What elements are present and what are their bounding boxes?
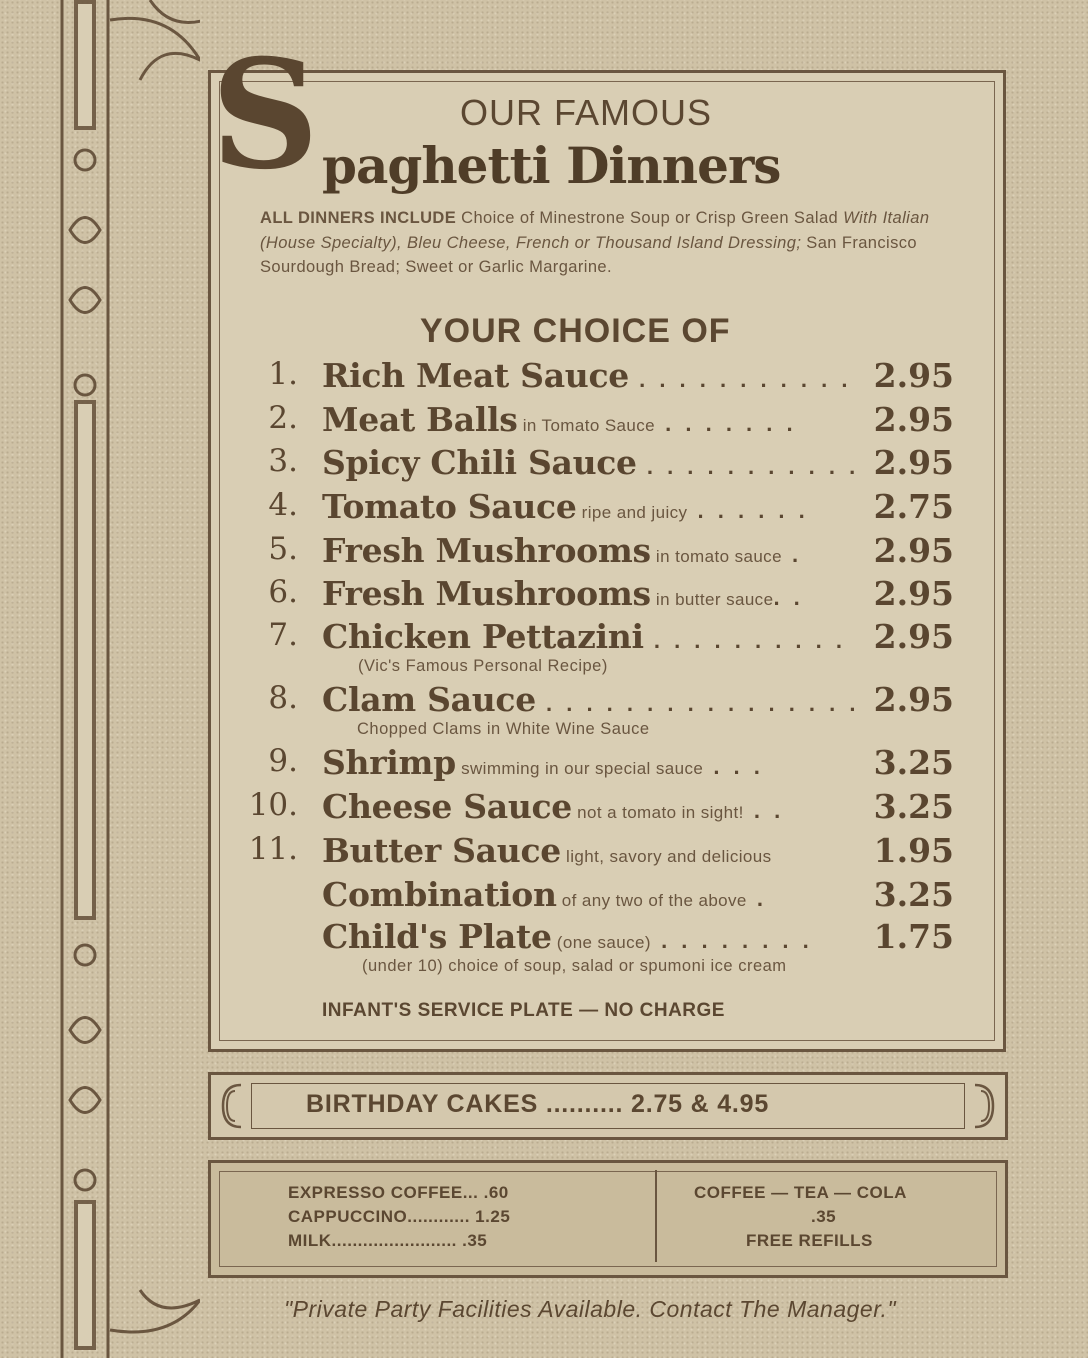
choice-heading: YOUR CHOICE OF (420, 312, 731, 350)
menu-item-row (240, 787, 960, 831)
menu-item-leader-dots: . . . . . . . (655, 411, 797, 436)
menu-item-description: in tomato sauce (650, 547, 782, 566)
menu-item-number: 3. (268, 443, 298, 479)
menu-item-row (240, 617, 960, 661)
drop-cap-s: S (210, 27, 320, 203)
drink-expresso: EXPRESSO COFFEE... .60 (288, 1183, 509, 1202)
menu-item-title: Rich Meat Sauce (322, 356, 629, 395)
menu-item-price: 2.95 (873, 443, 954, 482)
intro-italic: With Italian (House Specialty), Bleu Cheese, French or Thousand Island Dressing; (260, 209, 930, 252)
menu-item-name (322, 917, 813, 956)
menu-item-number: 10. (248, 787, 298, 823)
menu-item-description: of any two of the above (556, 891, 747, 910)
menu-item-row (240, 917, 960, 961)
menu-item-title: Child's Plate (322, 917, 552, 956)
menu-item-title: Fresh Mushrooms (322, 574, 651, 613)
menu-item-price: 1.95 (873, 831, 954, 870)
left-bracket-ornament (219, 1083, 245, 1129)
menu-item-leader-dots: . . (773, 585, 804, 610)
menu-item-row (240, 680, 960, 724)
menu-item-name (322, 680, 859, 719)
menu-item-title: Tomato Sauce (322, 487, 577, 526)
menu-item-number: 11. (248, 831, 298, 867)
menu-item-number: 8. (268, 680, 298, 716)
free-refills: FREE REFILLS (746, 1231, 873, 1250)
menu-item-leader-dots: . . (743, 798, 785, 823)
menu-item-name (322, 617, 846, 656)
menu-item-price: 3.25 (873, 875, 954, 914)
menu-item-leader-dots: . (781, 542, 803, 567)
menu-item-leader-dots: . . . . . . . . (650, 928, 813, 953)
menu-item-leader-dots: . . . . . . . . . . . (628, 367, 852, 392)
menu-item-description: ripe and juicy (576, 503, 688, 522)
menu-item-row (240, 487, 960, 531)
page-title: paghetti Dinners (322, 136, 781, 195)
menu-item-leader-dots: . . . (703, 754, 764, 779)
menu-item-leader-dots: . (746, 886, 768, 911)
menu-item-description: swimming in our special sauce (455, 759, 704, 778)
dinner-includes-text (260, 206, 960, 280)
intro-lead: ALL DINNERS INCLUDE (260, 209, 457, 227)
menu-item-title: Clam Sauce (322, 680, 536, 719)
menu-item-name (322, 875, 767, 914)
menu-item-title: Fresh Mushrooms (322, 531, 651, 570)
menu-item-name (322, 831, 772, 870)
right-bracket-ornament (971, 1083, 997, 1129)
drink-refill-price: .35 (811, 1207, 837, 1226)
menu-item-price: 2.95 (873, 617, 954, 656)
birthday-cakes-price: BIRTHDAY CAKES .......... 2.75 & 4.95 (306, 1090, 770, 1118)
menu-item-number: 4. (268, 487, 298, 523)
menu-item-description: light, savory and delicious (560, 847, 772, 866)
menu-item-row (240, 875, 960, 919)
intro-part2: San Francisco Sourdough Bread; Sweet or Garlic Margarine. (260, 233, 917, 276)
menu-item-number: 1. (268, 356, 298, 392)
menu-item-price: 2.95 (873, 574, 954, 613)
menu-item-price: 3.25 (873, 743, 954, 782)
menu-item-price: 2.95 (873, 400, 954, 439)
menu-item-row (240, 531, 960, 575)
menu-item-note: (Vic's Famous Personal Recipe) (358, 657, 608, 675)
header-subtitle: OUR FAMOUS (460, 92, 713, 133)
menu-item-name (322, 487, 809, 526)
menu-item-row (240, 743, 960, 787)
menu-item-name (322, 531, 802, 570)
menu-item-price: 2.75 (873, 487, 954, 526)
decorative-border-ornament (0, 0, 200, 1358)
menu-item-row (240, 831, 960, 875)
menu-item-name (322, 443, 859, 482)
menu-item-title: Meat Balls (322, 400, 518, 439)
menu-item-note: Chopped Clams in White Wine Sauce (357, 720, 650, 738)
menu-item-note: (under 10) choice of soup, salad or spumoni ice cream (362, 957, 787, 975)
menu-item-title: Spicy Chili Sauce (322, 443, 637, 482)
menu-item-leader-dots: . . . . . . (687, 498, 809, 523)
menu-item-price: 2.95 (873, 531, 954, 570)
menu-item-leader-dots: . . . . . . . . . . (643, 628, 846, 653)
drink-coffee-tea-cola: COFFEE — TEA — COLA (694, 1183, 907, 1202)
menu-item-price: 2.95 (873, 356, 954, 395)
menu-item-description: not a tomato in sight! (572, 803, 744, 822)
drink-milk: MILK........................ .35 (288, 1231, 488, 1250)
menu-item-row (240, 574, 960, 618)
menu-item-number: 7. (268, 617, 298, 653)
infant-plate-note: INFANT'S SERVICE PLATE — NO CHARGE (322, 1000, 725, 1021)
menu-item-name (322, 400, 797, 439)
menu-item-number: 2. (268, 400, 298, 436)
menu-item-description: in butter sauce (650, 590, 774, 609)
menu-item-name (322, 356, 851, 395)
intro-part1: Choice of Minestrone Soup or Crisp Green Salad (456, 209, 844, 227)
menu-item-row (240, 443, 960, 487)
menu-item-leader-dots: . . . . . . . . . . . . . . . . (535, 691, 860, 716)
menu-item-name (322, 787, 784, 826)
menu-item-leader-dots: . . . . . . . . . . . (636, 454, 860, 479)
menu-item-price: 3.25 (873, 787, 954, 826)
menu-item-title: Shrimp (322, 743, 456, 782)
menu-item-title: Cheese Sauce (322, 787, 573, 826)
menu-item-price: 2.95 (873, 680, 954, 719)
private-party-footer: "Private Party Facilities Available. Contact The Manager." (284, 1296, 897, 1322)
menu-item-name (322, 574, 804, 613)
menu-item-row (240, 356, 960, 400)
drinks-divider (655, 1170, 657, 1262)
menu-item-description: (one sauce) (551, 933, 651, 952)
menu-item-title: Chicken Pettazini (322, 617, 644, 656)
menu-item-row (240, 400, 960, 444)
drink-cappuccino: CAPPUCCINO............ 1.25 (288, 1207, 511, 1226)
menu-item-price: 1.75 (873, 917, 954, 956)
menu-item-title: Butter Sauce (322, 831, 561, 870)
menu-item-number: 6. (268, 574, 298, 610)
menu-item-number: 5. (268, 531, 298, 567)
menu-item-description: in Tomato Sauce (517, 416, 656, 435)
menu-item-number: 9. (268, 743, 298, 779)
menu-item-title: Combination (322, 875, 557, 914)
menu-item-name (322, 743, 764, 782)
